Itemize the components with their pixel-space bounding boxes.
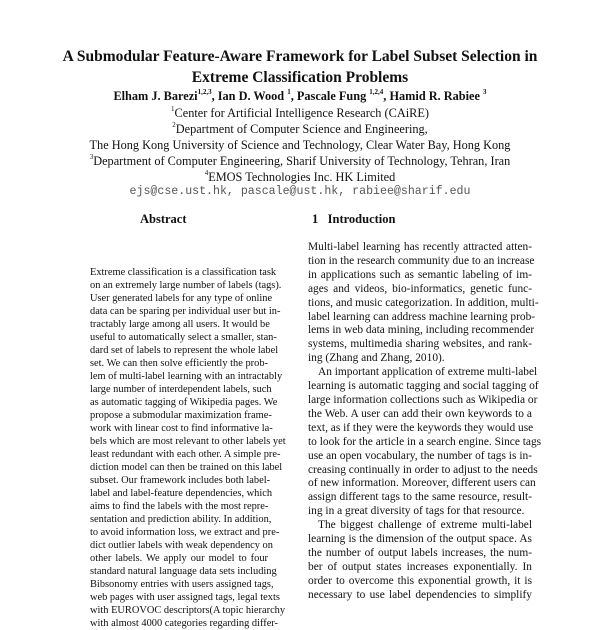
- abstract-line: with almost 4000 categories regarding differ-: [90, 618, 279, 629]
- introduction-heading: [312, 212, 395, 227]
- paper-title-line-1: A Submodular Feature-Aware Framework for Label Subset Selection in: [62, 48, 538, 65]
- affiliation-text: EMOS Technologies Inc. HK Limited: [208, 170, 396, 184]
- introduction-line: tions, and music categorization. In addition, multi-: [308, 296, 539, 309]
- abstract-line: dict outlier labels with weak dependency on: [90, 540, 273, 551]
- abstract-line: User generated labels for any type of online: [90, 293, 273, 304]
- abstract-line: diction model can then be trained on this label: [90, 462, 283, 473]
- author-name: Ian D. Wood: [217, 89, 288, 103]
- introduction-line: the number of output labels increases, the num-: [308, 546, 532, 559]
- affiliation-number: 2: [172, 121, 176, 129]
- abstract-heading: Abstract: [140, 212, 187, 226]
- abstract-line: work with linear cost to find informative la-: [90, 423, 273, 434]
- abstract-line: tractably large among all users. It would be: [90, 319, 270, 330]
- abstract-line: sentation and prediction ability. In addition,: [90, 514, 272, 525]
- abstract-line: with EUROVOC descriptors(A topic hierarchy: [90, 605, 286, 616]
- abstract-line: other labels. We apply our model to four: [90, 553, 268, 564]
- introduction-line: necessary to use label dependencies to simplify: [308, 588, 532, 601]
- affiliation-2: [0, 122, 600, 137]
- abstract-line: useful to automatically select a smaller, stan-: [90, 332, 277, 343]
- author-affiliation: 1,2,3: [197, 88, 212, 96]
- affiliation-text: Department of Computer Engineering, Sharif University of Technology, Tehran, Iran: [93, 154, 511, 168]
- author-affiliation: 1,2,4: [369, 88, 384, 96]
- abstract-line: least redundant with each other. A simple pre-: [90, 449, 281, 460]
- paper-title-line-2: Extreme Classification Problems: [191, 69, 409, 86]
- abstract-line: on an extremely large number of labels (tags).: [90, 280, 282, 291]
- affiliation-2-cont: [0, 138, 600, 153]
- section-number: 1: [312, 212, 319, 226]
- author-affiliation: 1: [287, 88, 291, 96]
- abstract-line: large number of interdependent labels, such: [90, 384, 272, 395]
- abstract-body: [90, 266, 286, 630]
- introduction-body: [308, 241, 542, 603]
- abstract-line: as automatic tagging of Wikipedia pages. We: [90, 397, 278, 408]
- author-name: Hamid R. Rabiee: [389, 89, 484, 103]
- introduction-line: ing (Zhang and Zhang, 2010).: [308, 352, 445, 365]
- abstract-line: to avoid information loss, we extract and pre-: [90, 527, 280, 538]
- introduction-line: An important application of extreme multi-label: [318, 366, 538, 379]
- introduction-line: order to overcome this exponential growth, it is: [308, 574, 532, 587]
- author-emails: ejs@cse.ust.hk, pascale@ust.hk, rabiee@sharif.edu: [129, 185, 471, 198]
- introduction-line: tion in the research community due to an increase: [308, 254, 535, 267]
- abstract-line: web pages with user assigned tags, legal texts: [90, 592, 280, 603]
- introduction-line: ages and videos, bio-informatics, genetic func-: [308, 282, 532, 295]
- introduction-line: to look for the article in a search engine. Since tags: [308, 435, 542, 448]
- introduction-line: creasing continually in order to adjust to the needs: [308, 463, 538, 476]
- abstract-line: standard natural language data sets including: [90, 566, 277, 577]
- author-affiliation: 3: [483, 88, 487, 96]
- section-title: Introduction: [327, 212, 396, 226]
- abstract-line: set. We can then solve efficiently the prob-: [90, 358, 268, 369]
- introduction-line: of new information. Moreover, different users can: [308, 477, 536, 490]
- abstract-line: Bibsonomy entries with users assigned tags,: [90, 579, 274, 590]
- affiliation-number: 3: [89, 153, 94, 161]
- abstract-line: propose a submodular maximization frame-: [90, 410, 272, 421]
- abstract-line: bels which are most relevant to other labels yet: [90, 436, 286, 447]
- author-name: Pascale Fung: [296, 89, 370, 103]
- introduction-line: the Web. A user can add their own keywords to a: [308, 407, 532, 420]
- abstract-line: subset. Our framework includes both label-: [90, 475, 271, 486]
- abstract-line: label and label-feature dependencies, which: [90, 488, 273, 499]
- introduction-line: Multi-label learning has recently attracted atten-: [308, 241, 532, 253]
- introduction-line: systems, multimedia sharing websites, and rank-: [308, 338, 532, 351]
- introduction-line: ing in a great diversity of tags for that resource.: [308, 505, 525, 518]
- affiliation-text: Department of Computer Science and Engineering,: [175, 122, 428, 136]
- introduction-line: in applications such as semantic labeling of im-: [308, 268, 532, 281]
- affiliation-number: 1: [171, 105, 175, 113]
- author-list: Elham J. Barezi$^{1,2,3}$, Ian D. Wood $^1$, Pascale Fung $^{1,2,4}$, Hamid R. Rabiee $^3$: [113, 88, 487, 103]
- introduction-line: text, as if they were the keywords they would use: [308, 421, 534, 434]
- abstract-line: dard set of labels to represent the whole label: [90, 345, 279, 356]
- introduction-line: label learning can address machine learning prob-: [308, 310, 536, 323]
- abstract-line: aims to find the labels with the most repre-: [90, 501, 269, 512]
- affiliation-number: 4: [204, 169, 209, 177]
- introduction-line: lems in web data mining, including recommender: [308, 324, 535, 337]
- abstract-line: Extreme classification is a classification task: [90, 267, 277, 278]
- affiliation-text: Center for Artificial Intelligence Research (CAiRE): [174, 106, 429, 120]
- affiliation-1: [0, 106, 600, 121]
- affiliation-text: The Hong Kong University of Science and Technology, Clear Water Bay, Hong Kong: [89, 138, 511, 152]
- author-name: Elham J. Barezi: [113, 89, 198, 103]
- affiliation-3: [0, 154, 600, 169]
- introduction-line: The biggest challenge of extreme multi-label: [318, 519, 532, 532]
- affiliation-4: [0, 170, 600, 185]
- introduction-line: learning is the dimension of the output space. As: [308, 533, 532, 546]
- introduction-line: large information collections such as Wikipedia or: [308, 393, 538, 406]
- introduction-line: assign different tags to the same resource, result-: [308, 491, 532, 504]
- abstract-line: data can be sparing per individual user but in-: [90, 306, 281, 317]
- introduction-line: use an open vocabulary, the number of tags is in-: [308, 449, 532, 462]
- introduction-line: learning is automatic tagging and social tagging of: [308, 380, 539, 393]
- introduction-line: ber of output states increases exponentially. In: [308, 560, 532, 573]
- abstract-line: lem of multi-label learning with an intractably: [90, 371, 283, 382]
